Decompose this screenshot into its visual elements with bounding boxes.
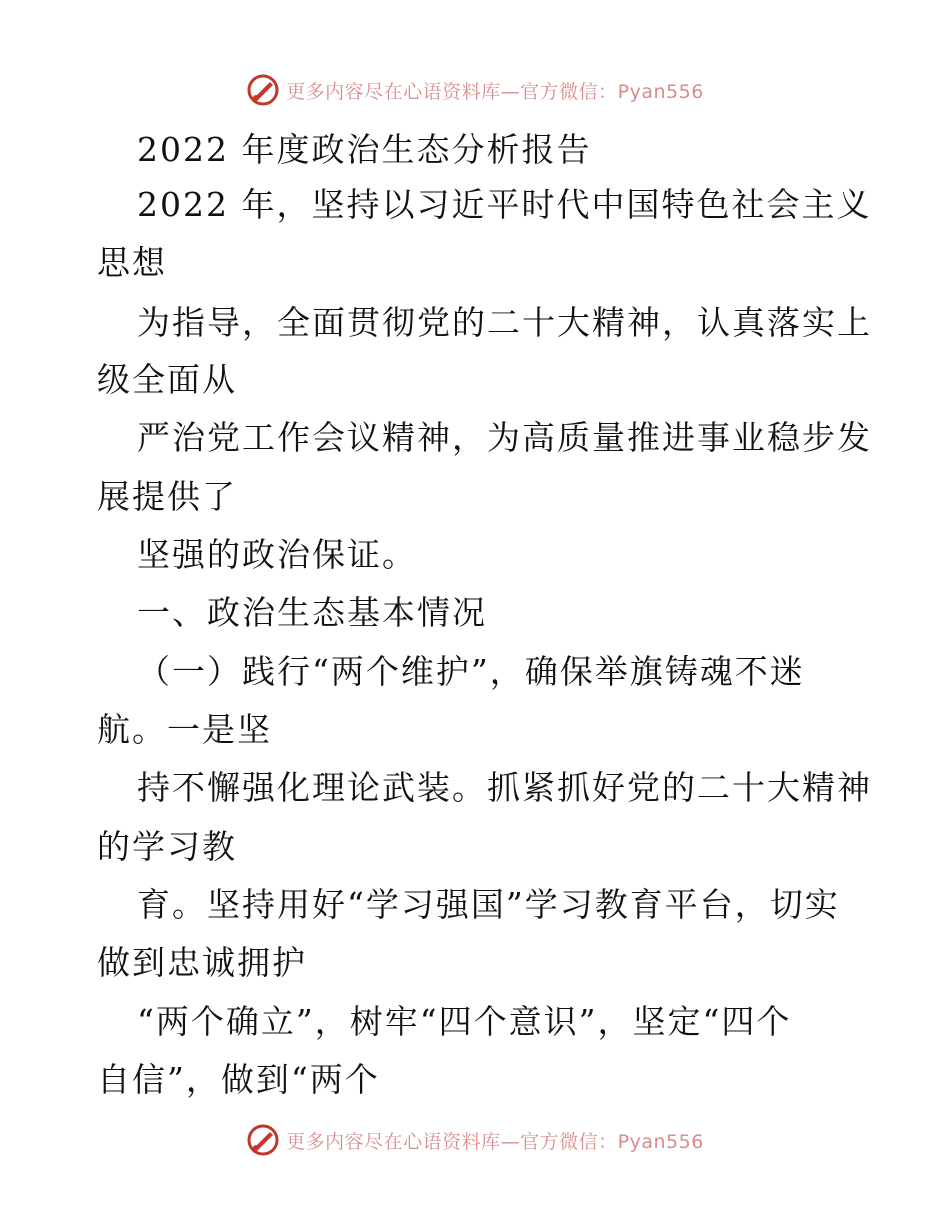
watermark-footer [0,1120,950,1160]
paragraph-line: 级全面从 [97,360,237,399]
watermark-text: 更多内容尽在心语资料库—官方微信：Pyan556 [286,1130,704,1153]
paragraph-line: 的学习教 [97,827,237,866]
paragraph-line: 2022 年，坚持以习近平时代中国特色社会主义 [137,185,872,224]
paragraph-line: 为指导，全面贯彻党的二十大精神，认真落实上 [137,303,872,342]
section-heading: 一、政治生态基本情况 [137,593,487,632]
pen-seal-icon [246,1123,280,1157]
paragraph-line: 持不懈强化理论武装。抓紧抓好党的二十大精神 [137,768,872,807]
subsection-heading: （一）践行“两个维护”，确保举旗铸魂不迷 [137,652,805,691]
paragraph-line: 严治党工作会议精神，为高质量推进事业稳步发 [137,418,872,457]
paragraph-line: 自信”，做到“两个 [97,1060,380,1099]
pen-seal-icon [246,73,280,107]
document-title: 2022 年度政治生态分析报告 [137,130,592,169]
paragraph-line: 展提供了 [97,477,237,516]
paragraph-line: 坚强的政治保证。 [137,535,417,574]
watermark-header [0,70,950,110]
paragraph-line: 思想 [97,243,167,282]
paragraph-line: 航。一是坚 [97,710,272,749]
paragraph-line: 育。坚持用好“学习强国”学习教育平台，切实 [137,885,840,924]
paragraph-line: 做到忠诚拥护 [97,943,307,982]
watermark-text: 更多内容尽在心语资料库—官方微信：Pyan556 [286,80,704,103]
paragraph-line: “两个确立”，树牢“四个意识”，坚定“四个 [137,1002,792,1041]
